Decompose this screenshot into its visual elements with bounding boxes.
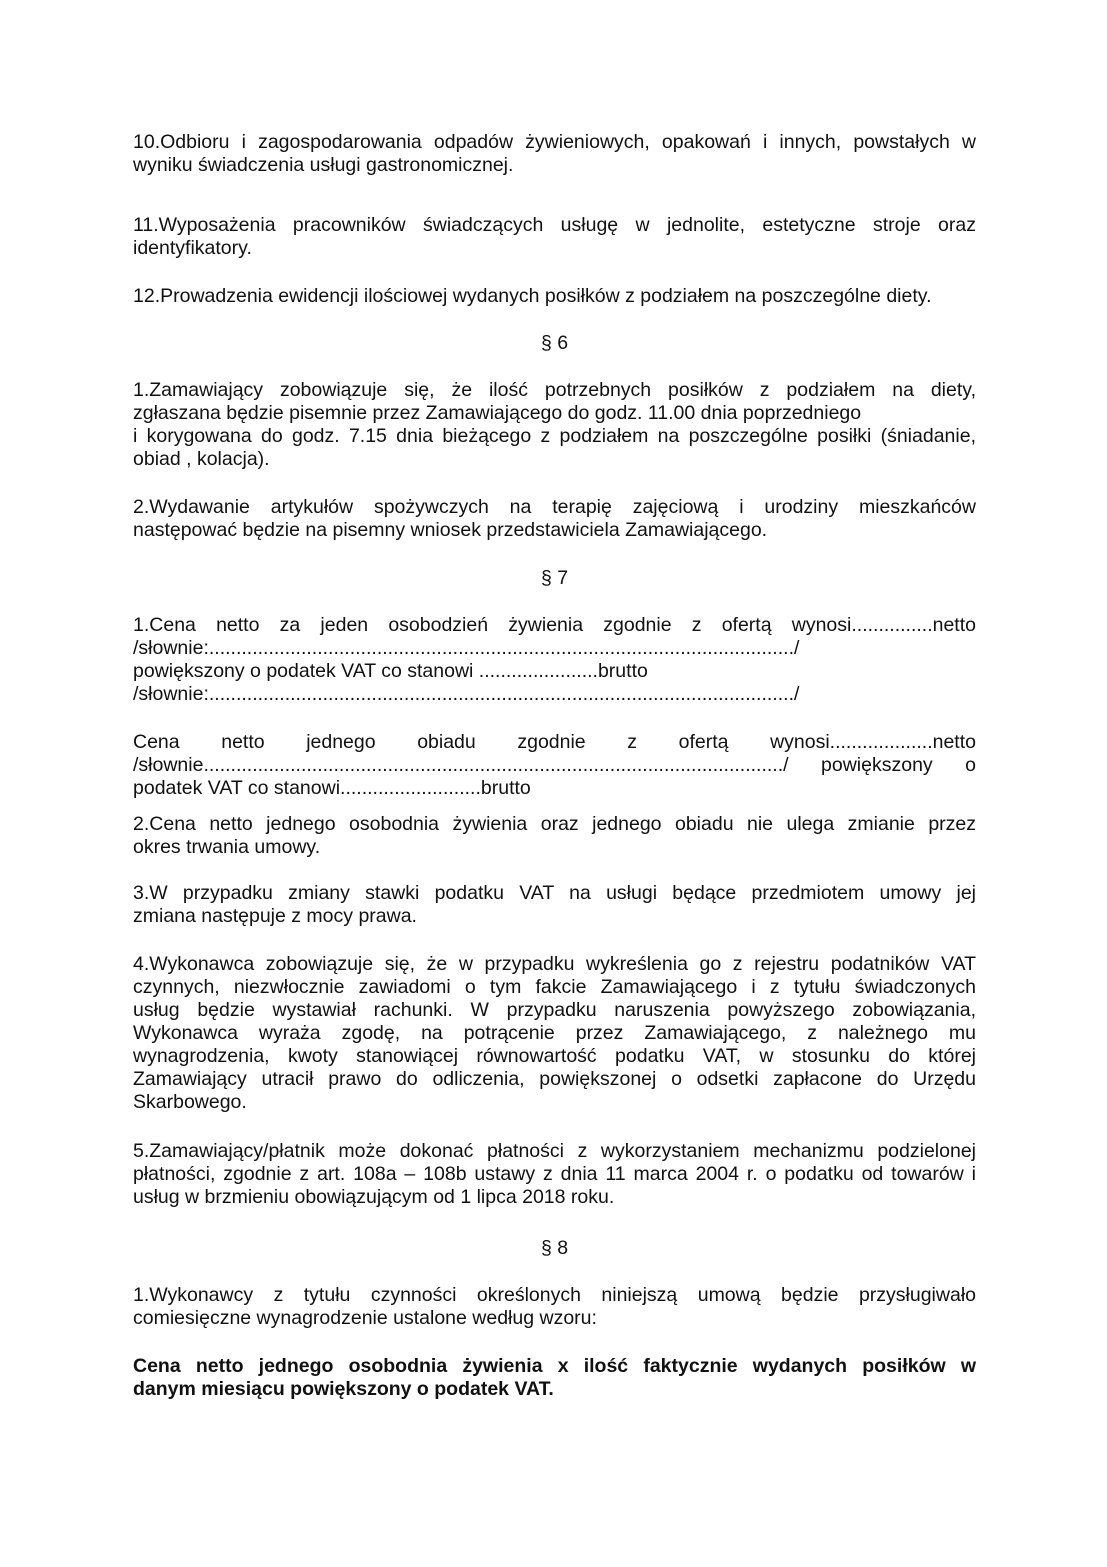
section-heading-7: § 7 (540, 567, 569, 589)
text-line: okres trwania umowy. (133, 836, 321, 858)
section-7-paragraph-1-obiad (133, 731, 976, 800)
text-line: powiększony o podatek VAT co stanowi ......................brutto (133, 660, 648, 682)
section-7-paragraph-4 (133, 953, 976, 1114)
text-line: identyfikatory. (133, 237, 252, 259)
section-heading-8: § 8 (540, 1237, 569, 1259)
text-line: Cena netto jednego osobodnia żywienia x ilość faktycznie wydanych posiłków w (133, 1355, 976, 1377)
text-line: i korygowana do godz. 7.15 dnia bieżącego z podziałem na poszczególne posiłki (śniadanie, (133, 425, 976, 447)
text-line: 10.Odbioru i zagospodarowania odpadów żywieniowych, opakowań i innych, powstałych w (133, 131, 976, 153)
text-line: czynnych, niezwłocznie zawiadomi o tym fakcie Zamawiającego i z tytułu świadczonych (133, 976, 976, 998)
paragraph-11 (133, 214, 976, 260)
text-line: podatek VAT co stanowi..........................brutto (133, 777, 531, 799)
section-8-paragraph-1 (133, 1284, 976, 1330)
text-line: 2.Wydawanie artykułów spożywczych na terapię zajęciową i urodziny mieszkańców (133, 496, 976, 518)
text-line: 1.Zamawiający zobowiązuje się, że ilość potrzebnych posiłków z podziałem na diety, (133, 379, 976, 401)
text-line: 12.Prowadzenia ewidencji ilościowej wydanych posiłków z podziałem na poszczególne diety. (133, 285, 932, 307)
text-line: 1.Wykonawcy z tytułu czynności określonych niniejszą umową będzie przysługiwało (133, 1284, 976, 1306)
paragraph-12 (133, 285, 976, 308)
text-line: 3.W przypadku zmiany stawki podatku VAT na usługi będące przedmiotem umowy jej (133, 882, 976, 904)
text-line: Cena netto jednego obiadu zgodnie z ofertą wynosi...................netto (133, 731, 976, 753)
text-line: Skarbowego. (133, 1091, 247, 1113)
text-line: 5.Zamawiający/płatnik może dokonać płatności z wykorzystaniem mechanizmu podzielonej (133, 1140, 976, 1162)
text-line: /słownie.........................................................................................................../ powiększony o (133, 754, 976, 776)
section-7-paragraph-1 (133, 614, 976, 706)
text-line: 11.Wyposażenia pracowników świadczących usługę w jednolite, estetyczne stroje oraz (133, 214, 976, 236)
section-6-paragraph-2 (133, 496, 976, 542)
text-line: usług będzie wystawiał rachunki. W przypadku naruszenia powyższego zobowiązania, (133, 999, 976, 1021)
text-line: usług w brzmieniu obowiązującym od 1 lipca 2018 roku. (133, 1186, 615, 1208)
text-line: 4.Wykonawca zobowiązuje się, że w przypadku wykreślenia go z rejestru podatników VAT (133, 953, 976, 975)
text-line: zmiana następuje z mocy prawa. (133, 905, 417, 927)
section-7-paragraph-2 (133, 813, 976, 859)
text-line: Zamawiający utracił prawo do odliczenia, powiększonej o odsetki zapłacone do Urzędu (133, 1068, 976, 1090)
text-line: wyniku świadczenia usługi gastronomicznej. (133, 154, 514, 176)
text-line: wynagrodzenia, kwoty stanowiącej równowartość podatku VAT, w stosunku do której (133, 1045, 976, 1067)
text-line: 2.Cena netto jednego osobodnia żywienia oraz jednego obiadu nie ulega zmianie przez (133, 813, 976, 835)
section-6-paragraph-1 (133, 379, 976, 471)
text-line: danym miesiącu powiększony o podatek VAT. (133, 1378, 554, 1400)
text-line: następować będzie na pisemny wniosek przedstawiciela Zamawiającego. (133, 519, 768, 541)
section-7-paragraph-5 (133, 1140, 976, 1209)
text-line: płatności, zgodnie z art. 108a – 108b ustawy z dnia 11 marca 2004 r. o podatku od towarów i (133, 1163, 976, 1185)
text-line: obiad , kolacja). (133, 448, 270, 470)
text-line: comiesięczne wynagrodzenie ustalone według wzoru: (133, 1307, 597, 1329)
section-heading-6: § 6 (540, 332, 569, 354)
section-7-paragraph-3 (133, 882, 976, 928)
text-line: /słownie:............................................................................................................/ (133, 637, 800, 659)
text-line: zgłaszana będzie pisemnie przez Zamawiającego do godz. 11.00 dnia poprzedniego (133, 402, 862, 424)
text-line: 1.Cena netto za jeden osobodzień żywienia zgodnie z ofertą wynosi...............netto (133, 614, 976, 636)
remuneration-formula (133, 1355, 976, 1401)
text-line: Wykonawca wyraża zgodę, na potrącenie przez Zamawiającego, z należnego mu (133, 1022, 976, 1044)
text-line: /słownie:............................................................................................................/ (133, 683, 800, 705)
paragraph-10 (133, 131, 976, 177)
